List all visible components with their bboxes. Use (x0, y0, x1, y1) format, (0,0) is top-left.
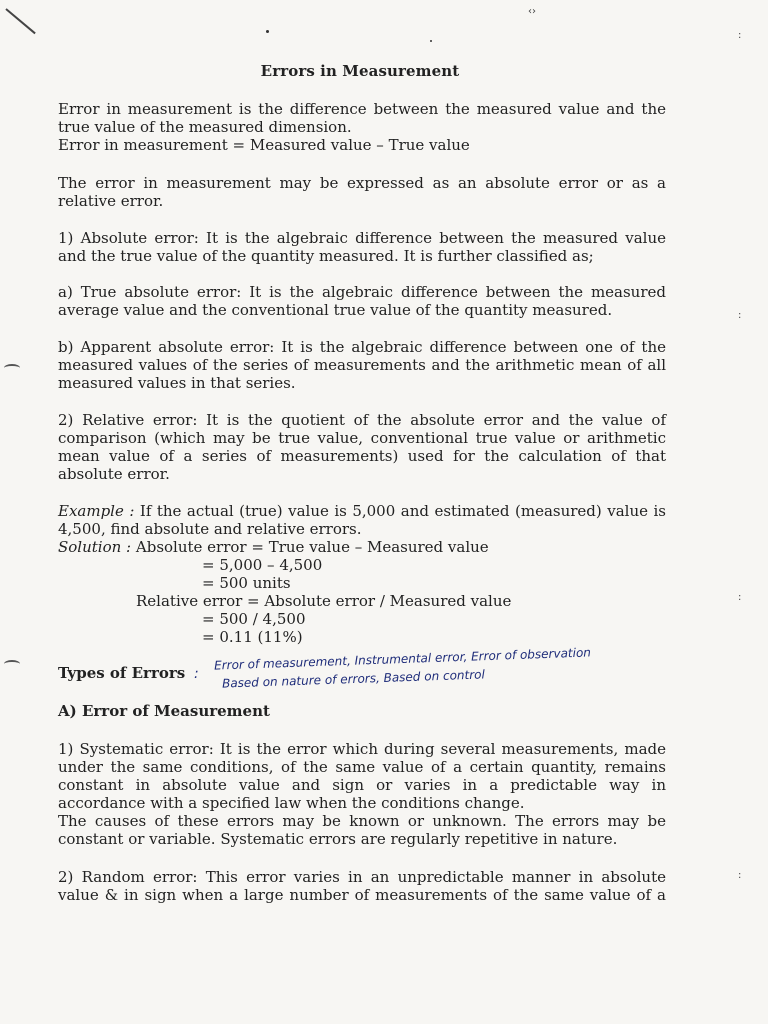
scan-mark: : (738, 30, 742, 41)
relative-error-text: 2) Relative error: It is the quotient of the absolute error and the value of comparison (which may be true value, conventional true value or arithmetic mean value of a series of measurements) used for the calculation of that absolute error. (58, 411, 666, 483)
scan-mark-line (5, 8, 35, 34)
handwritten-colon: : (194, 666, 199, 682)
absolute-error-formula: Absolute error = True value – Measured value (135, 538, 489, 556)
relative-error-formula: Relative error = Absolute error / Measured value (136, 592, 512, 610)
random-error-text: 2) Random error: This error varies in an unpredictable manner in absolute value & in sign when a large number of measurements of the same value of a (58, 868, 666, 904)
section-a-heading: A) Error of Measurement (58, 702, 270, 720)
apparent-absolute-text: b) Apparent absolute error: It is the algebraic difference between one of the measured values of the series of measurements and the arithmetic mean of all measured values in that series. (58, 338, 666, 392)
scan-speck (266, 30, 269, 33)
absolute-error-text: 1) Absolute error: It is the algebraic difference between the measured value and the true value of the quantity measured. It is further classified as; (58, 229, 666, 265)
systematic-error-text: 1) Systematic error: It is the error which during several measurements, made under the same conditions, of the same value of a certain quantity, remains constant in absolute value and sign or varies in a predictable way in accordance with a specified law when the conditions change. (58, 740, 666, 812)
random-error-paragraph (58, 868, 666, 904)
solution-label: Solution : (58, 538, 132, 556)
page-title: Errors in Measurement (260, 62, 460, 80)
handwritten-note-line1: Error of measurement, Instrumental error, Error of observation (213, 645, 592, 673)
relative-error-paragraph (58, 411, 666, 483)
intro-definition: Error in measurement is the difference between the measured value and the true value of the measured dimension. (58, 100, 666, 136)
types-heading-text: Types of Errors (58, 664, 186, 682)
solution-line (58, 538, 489, 556)
expressed-paragraph (58, 174, 666, 210)
absolute-step-1: = 5,000 – 4,500 (202, 556, 323, 574)
relative-step-2: = 0.11 (11%) (202, 628, 303, 646)
scan-mark: ‹› (528, 6, 536, 17)
scan-speck (430, 40, 432, 42)
relative-step-1: = 500 / 4,500 (202, 610, 306, 628)
handwritten-note-line2: Based on nature of errors, Based on control (221, 667, 486, 691)
intro-formula: Error in measurement = Measured value – True value (58, 136, 470, 154)
scan-mark: : (738, 310, 742, 321)
types-of-errors-heading (58, 664, 185, 682)
punch-hole-mark (4, 660, 20, 668)
systematic-causes-text: The causes of these errors may be known or unknown. The errors may be constant or variable. Systematic errors are regularly repetitive in nature. (58, 812, 666, 848)
intro-paragraph (58, 100, 666, 154)
true-absolute-text: a) True absolute error: It is the algebraic difference between the measured average value and the conventional true value of the quantity measured. (58, 283, 666, 319)
scan-mark: : (738, 592, 742, 603)
example-paragraph (58, 502, 666, 538)
absolute-step-2: = 500 units (202, 574, 291, 592)
scan-mark: : (738, 870, 742, 881)
true-absolute-paragraph (58, 283, 666, 319)
punch-hole-mark (4, 364, 20, 372)
apparent-absolute-paragraph (58, 338, 666, 392)
example-label: Example : (58, 502, 135, 520)
systematic-error-paragraph (58, 740, 666, 848)
example-text: If the actual (true) value is 5,000 and estimated (measured) value is 4,500, find absolute and relative errors. (58, 502, 666, 538)
expressed-text: The error in measurement may be expressed as an absolute error or as a relative error. (58, 174, 666, 210)
absolute-error-paragraph (58, 229, 666, 265)
